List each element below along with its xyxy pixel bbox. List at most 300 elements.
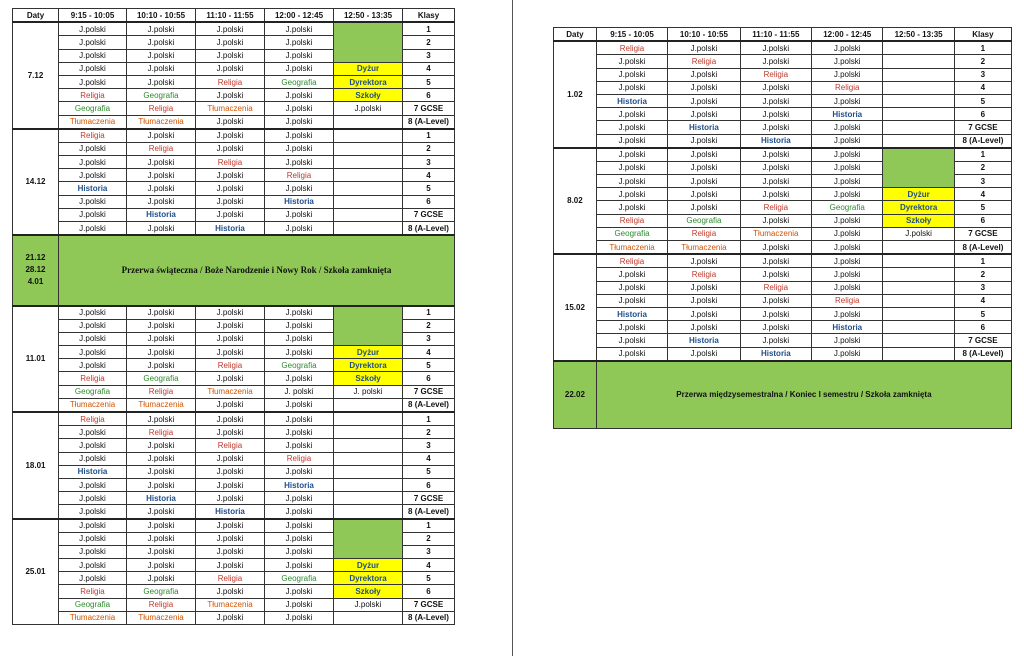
lesson-cell: Historia	[59, 182, 127, 195]
lesson-cell: J.polski	[265, 332, 334, 345]
lesson-cell: Geografia	[265, 75, 334, 88]
lesson-cell: J.polski	[265, 505, 334, 519]
break-date: 22.02	[564, 389, 585, 399]
table-row	[554, 241, 1012, 255]
lesson-cell	[334, 222, 403, 236]
lesson-cell: J.polski	[596, 201, 667, 214]
lesson-cell: Historia	[127, 492, 196, 505]
lesson-cell: J.polski	[812, 334, 883, 347]
lesson-cell: J.polski	[334, 102, 403, 115]
duty-cell: Dyrektora	[334, 359, 403, 372]
lesson-cell: J.polski	[59, 319, 127, 332]
class-cell: 3	[954, 68, 1011, 81]
lesson-cell: J.polski	[740, 94, 811, 107]
class-cell: 6	[403, 195, 455, 208]
lesson-cell: J.polski	[668, 94, 740, 107]
lesson-cell: J.polski	[812, 281, 883, 294]
class-cell: 4	[403, 452, 455, 465]
lesson-cell	[334, 208, 403, 221]
lesson-cell: J.polski	[127, 49, 196, 62]
lesson-cell: J.polski	[127, 36, 196, 49]
lesson-cell: J.polski	[668, 175, 740, 188]
date-cell: 11.01	[13, 306, 59, 413]
lesson-cell: Religia	[812, 81, 883, 94]
lesson-cell: J.polski	[59, 222, 127, 236]
break-notice: Przerwa świąteczna / Boże Narodzenie i Nowy Rok / Szkoła zamknięta	[59, 235, 455, 305]
lesson-cell: Religia	[59, 412, 127, 426]
class-cell: 2	[954, 55, 1011, 68]
lesson-cell: J.polski	[196, 129, 265, 143]
lesson-cell: J.polski	[668, 294, 740, 307]
class-cell: 4	[403, 169, 455, 182]
lesson-cell: J.polski	[127, 452, 196, 465]
header-timeslot: 11:10 - 11:55	[196, 9, 265, 23]
lesson-cell: J.polski	[127, 439, 196, 452]
lesson-cell: Geografia	[59, 385, 127, 398]
table-row	[13, 182, 455, 195]
table-row	[554, 227, 1012, 240]
lesson-cell: J.polski	[127, 169, 196, 182]
lesson-cell: J.polski	[196, 465, 265, 478]
table-row	[13, 452, 455, 465]
lesson-cell: J. polski	[334, 385, 403, 398]
class-cell: 5	[403, 572, 455, 585]
table-row	[554, 121, 1012, 134]
lesson-cell: J.polski	[265, 208, 334, 221]
duty-cell: Dyżur	[334, 559, 403, 572]
table-row	[13, 102, 455, 115]
lesson-cell: J.polski	[59, 169, 127, 182]
lesson-cell: J.polski	[265, 519, 334, 533]
lesson-cell: Historia	[59, 465, 127, 478]
class-cell: 4	[403, 62, 455, 75]
lesson-cell: Historia	[196, 222, 265, 236]
lesson-cell	[334, 142, 403, 155]
class-cell: 4	[403, 346, 455, 359]
class-cell: 8 (A-Level)	[403, 505, 455, 519]
lesson-cell: J.polski	[740, 307, 811, 320]
lesson-cell: Geografia	[59, 102, 127, 115]
table-row	[13, 492, 455, 505]
date-cell: 15.02	[554, 254, 597, 361]
class-cell: 1	[403, 412, 455, 426]
lesson-cell: J.polski	[740, 148, 811, 162]
lesson-cell: Historia	[740, 134, 811, 148]
lesson-cell: J.polski	[812, 41, 883, 55]
lesson-cell	[883, 241, 954, 255]
class-cell: 7 GCSE	[954, 334, 1011, 347]
table-row	[13, 89, 455, 102]
page-divider	[512, 0, 513, 656]
lesson-cell: Historia	[196, 505, 265, 519]
lesson-cell: J.polski	[59, 75, 127, 88]
lesson-cell: J.polski	[265, 559, 334, 572]
lesson-cell: Historia	[596, 94, 667, 107]
lesson-cell: J.polski	[740, 334, 811, 347]
lesson-cell: J.polski	[196, 115, 265, 129]
lesson-cell: J.polski	[196, 398, 265, 412]
lesson-cell: Religia	[668, 227, 740, 240]
lesson-cell: Religia	[127, 426, 196, 439]
header-timeslot: 12:00 - 12:45	[265, 9, 334, 23]
lesson-cell: Religia	[812, 294, 883, 307]
lesson-cell: J.polski	[812, 68, 883, 81]
table-row	[554, 94, 1012, 107]
lesson-cell: J.polski	[127, 519, 196, 533]
table-row	[554, 55, 1012, 68]
class-cell: 1	[403, 22, 455, 36]
table-row	[13, 398, 455, 412]
lesson-cell: J.polski	[196, 532, 265, 545]
duty-empty-cell	[334, 22, 403, 62]
date-cell: 8.02	[554, 148, 597, 255]
lesson-cell	[334, 611, 403, 624]
lesson-cell	[883, 294, 954, 307]
lesson-cell: J.polski	[127, 359, 196, 372]
lesson-cell: J.polski	[59, 572, 127, 585]
lesson-cell: J.polski	[596, 81, 667, 94]
date-cell: 18.01	[13, 412, 59, 519]
lesson-cell: J.polski	[740, 161, 811, 174]
lesson-cell: J.polski	[265, 598, 334, 611]
lesson-cell: Historia	[265, 195, 334, 208]
lesson-cell: J.polski	[668, 307, 740, 320]
lesson-cell: J.polski	[265, 142, 334, 155]
lesson-cell: Religia	[127, 102, 196, 115]
lesson-cell: J.polski	[596, 294, 667, 307]
lesson-cell: J.polski	[196, 492, 265, 505]
lesson-cell: J.polski	[196, 346, 265, 359]
lesson-cell	[883, 254, 954, 268]
class-cell: 8 (A-Level)	[403, 115, 455, 129]
lesson-cell: Historia	[127, 208, 196, 221]
table-row	[13, 585, 455, 598]
class-cell: 7 GCSE	[403, 102, 455, 115]
header-timeslot: 12:00 - 12:45	[812, 28, 883, 42]
lesson-cell	[334, 439, 403, 452]
lesson-cell: J.polski	[196, 585, 265, 598]
table-row	[13, 129, 455, 143]
lesson-cell	[334, 465, 403, 478]
lesson-cell	[883, 281, 954, 294]
table-row	[13, 505, 455, 519]
header-timeslot: 10:10 - 10:55	[127, 9, 196, 23]
table-row	[554, 81, 1012, 94]
class-cell: 3	[954, 175, 1011, 188]
lesson-cell: J.polski	[59, 142, 127, 155]
table-row	[13, 75, 455, 88]
lesson-cell: J.polski	[265, 156, 334, 169]
lesson-cell	[334, 156, 403, 169]
lesson-cell	[334, 182, 403, 195]
class-cell: 3	[403, 49, 455, 62]
class-cell: 2	[954, 161, 1011, 174]
class-cell: 7 GCSE	[403, 492, 455, 505]
table-row	[13, 611, 455, 624]
table-row	[13, 306, 455, 320]
lesson-cell: J.polski	[59, 478, 127, 491]
class-cell: 1	[954, 148, 1011, 162]
class-cell: 6	[403, 372, 455, 385]
lesson-cell: Historia	[812, 108, 883, 121]
lesson-cell: J.polski	[596, 281, 667, 294]
table-row	[13, 62, 455, 75]
lesson-cell: Religia	[127, 142, 196, 155]
class-cell: 4	[403, 559, 455, 572]
lesson-cell: J.polski	[59, 195, 127, 208]
lesson-cell: J.polski	[127, 559, 196, 572]
lesson-cell: Religia	[596, 254, 667, 268]
lesson-cell: J.polski	[812, 175, 883, 188]
lesson-cell: J.polski	[196, 182, 265, 195]
duty-cell: Dyrektora	[883, 201, 954, 214]
lesson-cell: J.polski	[265, 102, 334, 115]
lesson-cell	[334, 195, 403, 208]
lesson-cell: J.polski	[812, 188, 883, 201]
lesson-cell: J.polski	[265, 89, 334, 102]
class-cell: 1	[954, 41, 1011, 55]
lesson-cell: J.polski	[127, 222, 196, 236]
lesson-cell: J.polski	[127, 62, 196, 75]
lesson-cell: Historia	[668, 121, 740, 134]
lesson-cell: Tłumaczenia	[59, 611, 127, 624]
lesson-cell: J.polski	[196, 412, 265, 426]
header-row	[554, 28, 1012, 42]
lesson-cell: J.polski	[668, 347, 740, 361]
lesson-cell	[883, 94, 954, 107]
lesson-cell: J.polski	[265, 398, 334, 412]
lesson-cell: J.polski	[883, 227, 954, 240]
lesson-cell: J.polski	[196, 332, 265, 345]
lesson-cell: Religia	[59, 585, 127, 598]
lesson-cell: J.polski	[812, 227, 883, 240]
lesson-cell: J.polski	[265, 115, 334, 129]
table-row	[554, 334, 1012, 347]
class-cell: 2	[403, 426, 455, 439]
lesson-cell: Religia	[668, 55, 740, 68]
class-cell: 7 GCSE	[954, 227, 1011, 240]
lesson-cell: J.polski	[265, 36, 334, 49]
lesson-cell: J.polski	[127, 532, 196, 545]
lesson-cell: J.polski	[127, 412, 196, 426]
header-classes: Klasy	[403, 9, 455, 23]
lesson-cell: J.polski	[668, 201, 740, 214]
lesson-cell	[883, 347, 954, 361]
class-cell: 8 (A-Level)	[954, 134, 1011, 148]
table-row	[554, 188, 1012, 201]
lesson-cell	[883, 81, 954, 94]
class-cell: 7 GCSE	[954, 121, 1011, 134]
date-cell: 14.12	[13, 129, 59, 236]
table-row	[13, 208, 455, 221]
lesson-cell: J.polski	[596, 268, 667, 281]
lesson-cell: Religia	[596, 41, 667, 55]
class-cell: 1	[403, 519, 455, 533]
lesson-cell	[334, 129, 403, 143]
class-cell: 4	[954, 294, 1011, 307]
table-row	[13, 195, 455, 208]
lesson-cell: Tłumaczenia	[740, 227, 811, 240]
lesson-cell: Geografia	[668, 214, 740, 227]
duty-empty-cell	[334, 306, 403, 346]
class-cell: 3	[403, 439, 455, 452]
break-row	[13, 235, 455, 305]
table-row	[13, 115, 455, 129]
class-cell: 8 (A-Level)	[403, 222, 455, 236]
lesson-cell: J.polski	[812, 347, 883, 361]
lesson-cell: Tłumaczenia	[196, 598, 265, 611]
lesson-cell: J.polski	[59, 532, 127, 545]
lesson-cell: J.polski	[596, 68, 667, 81]
lesson-cell: Religia	[740, 281, 811, 294]
lesson-cell: J.polski	[59, 545, 127, 558]
class-cell: 6	[403, 585, 455, 598]
lesson-cell	[334, 169, 403, 182]
duty-cell: Szkoły	[334, 89, 403, 102]
lesson-cell: J.polski	[59, 505, 127, 519]
lesson-cell	[883, 68, 954, 81]
table-row	[554, 281, 1012, 294]
lesson-cell: J.polski	[740, 188, 811, 201]
break-notice: Przerwa międzysemestralna / Koniec I semestru / Szkoła zamknięta	[596, 361, 1011, 428]
lesson-cell: J.polski	[127, 319, 196, 332]
lesson-cell: J.polski	[740, 175, 811, 188]
lesson-cell: Historia	[668, 334, 740, 347]
lesson-cell: J.polski	[668, 254, 740, 268]
lesson-cell: J.polski	[59, 36, 127, 49]
lesson-cell: J.polski	[127, 306, 196, 320]
lesson-cell: J.polski	[196, 372, 265, 385]
lesson-cell: J.polski	[127, 545, 196, 558]
lesson-cell: Tłumaczenia	[59, 115, 127, 129]
lesson-cell: Geografia	[59, 598, 127, 611]
right-schedule-table	[553, 27, 1012, 429]
lesson-cell: J.polski	[812, 254, 883, 268]
lesson-cell: J.polski	[196, 452, 265, 465]
lesson-cell: Geografia	[127, 372, 196, 385]
lesson-cell: J.polski	[127, 22, 196, 36]
table-row	[13, 519, 455, 533]
lesson-cell: J.polski	[196, 195, 265, 208]
class-cell: 3	[403, 545, 455, 558]
lesson-cell: Historia	[740, 347, 811, 361]
lesson-cell: J.polski	[265, 372, 334, 385]
lesson-cell: Religia	[265, 169, 334, 182]
lesson-cell: J.polski	[196, 22, 265, 36]
lesson-cell: J.polski	[196, 559, 265, 572]
lesson-cell: J.polski	[596, 188, 667, 201]
duty-empty-cell	[883, 148, 954, 188]
lesson-cell: J.polski	[812, 94, 883, 107]
lesson-cell: J.polski	[812, 134, 883, 148]
table-row	[13, 412, 455, 426]
break-dates-cell	[554, 361, 597, 428]
header-timeslot: 9:15 - 10:05	[59, 9, 127, 23]
lesson-cell: Religia	[196, 572, 265, 585]
lesson-cell: J.polski	[196, 49, 265, 62]
table-row	[13, 156, 455, 169]
class-cell: 1	[954, 254, 1011, 268]
lesson-cell	[334, 398, 403, 412]
lesson-cell: J.polski	[740, 108, 811, 121]
lesson-cell: J.polski	[596, 175, 667, 188]
lesson-cell: J.polski	[127, 156, 196, 169]
lesson-cell: J.polski	[740, 268, 811, 281]
lesson-cell: J.polski	[596, 55, 667, 68]
lesson-cell: J.polski	[265, 439, 334, 452]
lesson-cell: J.polski	[668, 148, 740, 162]
lesson-cell: J.polski	[812, 307, 883, 320]
lesson-cell: J.polski	[127, 505, 196, 519]
header-timeslot: 9:15 - 10:05	[596, 28, 667, 42]
lesson-cell: J.polski	[265, 492, 334, 505]
lesson-cell: Religia	[596, 214, 667, 227]
lesson-cell: J.polski	[265, 222, 334, 236]
class-cell: 2	[403, 319, 455, 332]
lesson-cell	[883, 108, 954, 121]
class-cell: 7 GCSE	[403, 598, 455, 611]
table-row	[13, 22, 455, 36]
table-row	[13, 465, 455, 478]
lesson-cell: J.polski	[740, 41, 811, 55]
date-cell: 25.01	[13, 519, 59, 625]
lesson-cell: J.polski	[59, 208, 127, 221]
lesson-cell	[334, 115, 403, 129]
lesson-cell: J.polski	[334, 598, 403, 611]
lesson-cell: J.polski	[596, 161, 667, 174]
lesson-cell: J.polski	[596, 347, 667, 361]
lesson-cell: Geografia	[265, 572, 334, 585]
duty-cell: Dyrektora	[334, 572, 403, 585]
lesson-cell: J.polski	[196, 545, 265, 558]
lesson-cell: J.polski	[265, 62, 334, 75]
table-row	[554, 68, 1012, 81]
lesson-cell: J.polski	[59, 519, 127, 533]
class-cell: 8 (A-Level)	[403, 611, 455, 624]
table-row	[554, 108, 1012, 121]
table-row	[13, 426, 455, 439]
lesson-cell: Tłumaczenia	[127, 115, 196, 129]
lesson-cell: J.polski	[196, 306, 265, 320]
lesson-cell: Tłumaczenia	[59, 398, 127, 412]
lesson-cell: J.polski	[59, 452, 127, 465]
class-cell: 5	[954, 201, 1011, 214]
lesson-cell: J.polski	[265, 49, 334, 62]
header-dates: Daty	[554, 28, 597, 42]
lesson-cell: J.polski	[812, 268, 883, 281]
lesson-cell: Geografia	[127, 585, 196, 598]
duty-cell: Dyrektora	[334, 75, 403, 88]
table-row	[554, 307, 1012, 320]
table-row	[13, 559, 455, 572]
lesson-cell: J.polski	[668, 321, 740, 334]
lesson-cell: J.polski	[59, 492, 127, 505]
lesson-cell	[883, 55, 954, 68]
class-cell: 2	[403, 142, 455, 155]
lesson-cell: J.polski	[740, 254, 811, 268]
class-cell: 8 (A-Level)	[403, 398, 455, 412]
lesson-cell: J.polski	[265, 585, 334, 598]
table-row	[13, 372, 455, 385]
lesson-cell	[334, 492, 403, 505]
lesson-cell: J.polski	[265, 465, 334, 478]
lesson-cell	[334, 452, 403, 465]
lesson-cell	[334, 426, 403, 439]
lesson-cell: J.polski	[127, 182, 196, 195]
class-cell: 2	[954, 268, 1011, 281]
header-classes: Klasy	[954, 28, 1011, 42]
duty-cell: Szkoły	[883, 214, 954, 227]
